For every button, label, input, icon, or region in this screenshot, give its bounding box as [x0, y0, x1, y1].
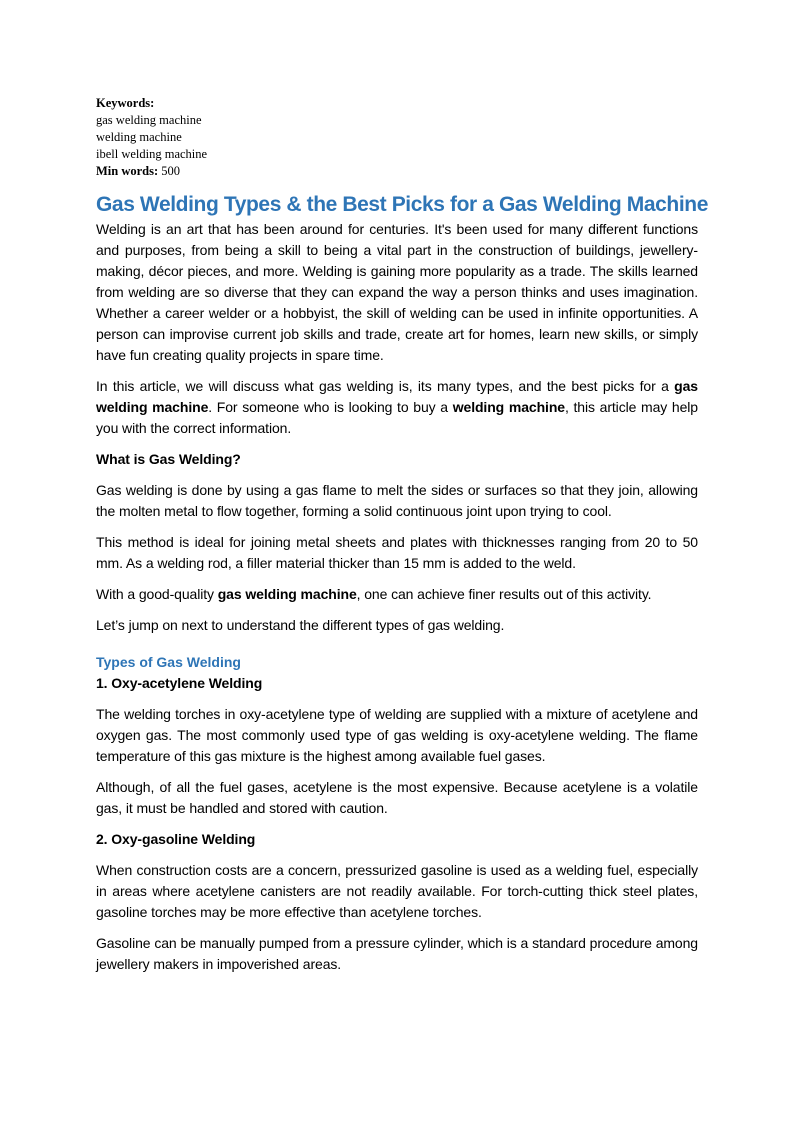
what-paragraph-4: Let’s jump on next to understand the different types of gas welding. [96, 617, 505, 633]
what-is-heading: What is Gas Welding? [96, 451, 241, 467]
min-words-row [96, 163, 698, 180]
what-paragraph-3 [96, 584, 698, 605]
type1-heading: 1. Oxy-acetylene Welding [96, 675, 263, 691]
text-run: In this article, we will discuss what gas welding is, its many types, and the best picks for a [96, 378, 675, 394]
what-paragraph-1: Gas welding is done by using a gas flame to melt the sides or surfaces so that they join, allowing the molten metal to flow together, forming a solid continuous joint upon trying to cool. [96, 482, 698, 519]
text-run: , this article may help you with the correct information. [96, 399, 698, 436]
type2-paragraph-2: Gasoline can be manually pumped from a pressure cylinder, which is a standard procedure among jewellery makers in impoverished areas. [96, 935, 698, 972]
keywords-label: Keywords: [96, 96, 155, 110]
type1-paragraph-1: The welding torches in oxy-acetylene type of welding are supplied with a mixture of acetylene and oxygen gas. The most commonly used type of gas welding is oxy-acetylene welding. The flame temperature of this gas mixture is the highest among available fuel gases. [96, 706, 698, 764]
keyword-item: ibell welding machine [96, 147, 208, 161]
type1-paragraph-2: Although, of all the fuel gases, acetylene is the most expensive. Because acetylene is a volatile gas, it must be handled and stored with caution. [96, 779, 698, 816]
text-run: . For someone who is looking to buy a [208, 399, 453, 415]
keyword-item: gas welding machine [96, 113, 202, 127]
types-heading: Types of Gas Welding [96, 654, 241, 670]
min-words-label: Min words: [96, 164, 159, 178]
text-run: , one can achieve finer results out of this activity. [356, 586, 652, 602]
text-run: With a good-quality [96, 586, 218, 602]
type2-paragraph-1: When construction costs are a concern, pressurized gasoline is used as a welding fuel, especially in areas where acetylene canisters are not readily available. For torch-cutting thick steel plates, gasoline torches may be more effective than acetylene torches. [96, 862, 698, 920]
type2-heading: 2. Oxy-gasoline Welding [96, 831, 256, 847]
article-paragraph [96, 376, 698, 439]
document-page [96, 95, 708, 985]
keyword-item: welding machine [96, 130, 182, 144]
keyword-bold: welding machine [452, 399, 565, 415]
keywords-block [96, 95, 698, 180]
min-words-value: 500 [161, 164, 181, 178]
article-title: Gas Welding Types & the Best Picks for a Gas Welding Machine [96, 193, 708, 216]
intro-paragraph: Welding is an art that has been around for centuries. It's been used for many different functions and purposes, from being a skill to being a vital part in the construction of buildings, jewellery-making, décor pieces, and more. Welding is gaining more popularity as a trade. The skills learned from welding are so diverse that they can expand the way a person thinks and uses imagination. Whether a career welder or a hobbyist, the skill of welding can be used in infinite opportunities. A person can improvise current job skills and trade, create art for homes, learn new skills, or simply have fun creating quality projects in spare time. [96, 221, 698, 363]
keyword-bold: gas welding machine [217, 586, 357, 602]
keyword-bold: gas welding machine [96, 378, 698, 415]
what-paragraph-2: This method is ideal for joining metal sheets and plates with thicknesses ranging from 20 to 50 mm. As a welding rod, a filler material thicker than 15 mm is added to the weld. [96, 534, 698, 571]
